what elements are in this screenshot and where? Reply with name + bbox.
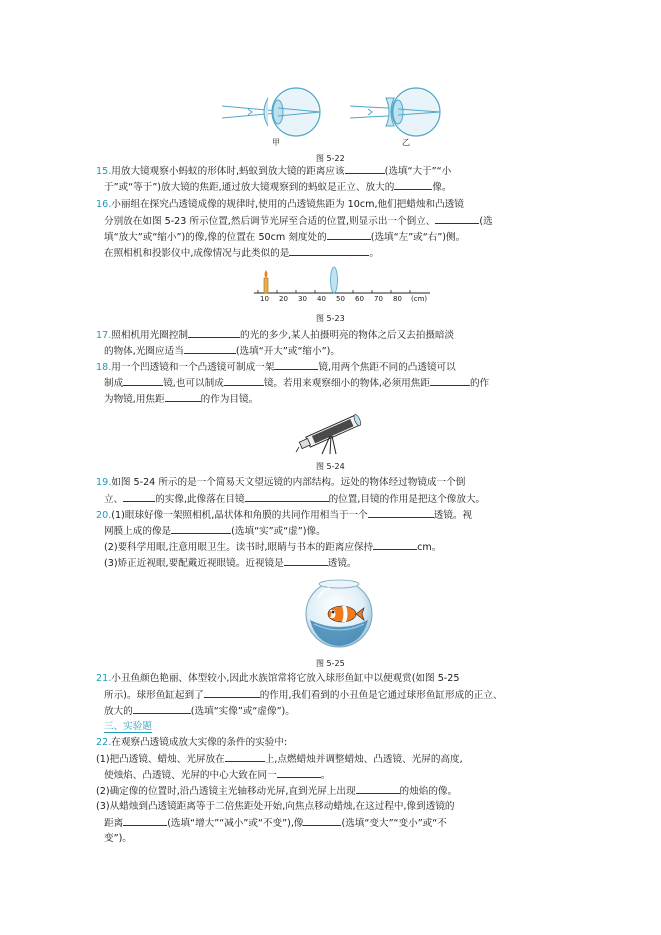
- question-17-line-1: 17.照相机用光圈控制 的光的多少,某人拍摄明亮的物体之后又去拍摄暗淡: [96, 330, 455, 341]
- question-19-line-1: 19.如图 5-24 所示的是一个简易天文望远镜的内部结构。远处的物体经过物镜成一个倒: [96, 477, 466, 488]
- convex-lens: [331, 267, 338, 293]
- answer-blank[interactable]: [303, 816, 341, 826]
- question-19-line-2: 立、 的实像,此像落在目镜 的位置,目镜的作用是把这个像放大。: [104, 494, 486, 505]
- answer-blank[interactable]: [356, 784, 400, 794]
- figure-5-24-telescope: [292, 408, 372, 456]
- question-16-line-2: 分别放在如图 5-23 所示位置,然后调节光屏至合适的位置,则显示出一个倒立、 (选: [104, 216, 493, 227]
- figure-caption-5-24: 图 5-24: [316, 462, 345, 471]
- question-number: 21.: [96, 673, 112, 684]
- answer-blank[interactable]: [245, 492, 329, 502]
- tick-label: 10: [260, 295, 269, 303]
- tick-label: 40: [317, 295, 326, 303]
- question-17-line-2: 的物体,光圈应适当 (选填“开大”或“缩小”)。: [104, 346, 340, 357]
- answer-blank[interactable]: [133, 704, 191, 714]
- question-22-line-2: (1)把凸透镜、蜡烛、光屏放在 上,点燃蜡烛并调整蜡烛、凸透镜、光屏的高度,: [96, 754, 463, 765]
- figure-5-25-fish-bowl: [302, 574, 376, 648]
- tick-label: 20: [279, 295, 288, 303]
- question-22-line-5: (3)从蜡烛到凸透镜距离等于二倍焦距处开始,向焦点移动蜡烛,在这过程中,像到透镜的: [96, 801, 455, 812]
- question-21-line-3: 放大的 (选填“实像”或“虚像”)。: [104, 706, 295, 717]
- tick-label: 60: [355, 295, 364, 303]
- eye-diagram-a: [222, 88, 320, 136]
- question-22-line-7: 变”)。: [104, 833, 132, 844]
- question-16-line-4: 在照相机和投影仪中,成像情况与此类似的是 。: [104, 248, 379, 259]
- question-20-line-2: 网膜上成的像是 (选填“实”或“虚”)像。: [104, 526, 326, 537]
- answer-blank[interactable]: [284, 556, 328, 566]
- answer-blank[interactable]: [277, 768, 321, 778]
- answer-blank[interactable]: [274, 360, 318, 370]
- answer-blank[interactable]: [289, 246, 369, 256]
- answer-blank[interactable]: [345, 164, 385, 174]
- question-22-line-6: 距离 (选填“增大”“减小”或“不变”),像 (选填“变大”“变小”或“不: [104, 818, 447, 829]
- tick-label: 30: [298, 295, 307, 303]
- question-number: 19.: [96, 477, 112, 488]
- question-number: 16.: [96, 199, 112, 210]
- answer-blank[interactable]: [394, 180, 432, 190]
- tick-unit: (cm): [411, 295, 428, 303]
- question-22-line-3: 使烛焰、凸透镜、光屏的中心大致在同一 。: [104, 770, 331, 781]
- figure-label-jia: 甲: [272, 138, 280, 147]
- bench-tick-labels: [0, 295, 661, 307]
- figure-caption-5-22: 图 5-22: [316, 154, 345, 163]
- answer-blank[interactable]: [123, 492, 155, 502]
- question-number: 17.: [96, 330, 112, 341]
- answer-blank[interactable]: [188, 328, 240, 338]
- question-20-line-1: 20.(1)眼球好像一架照相机,晶状体和角膜的共同作用相当于一个 透镜。视: [96, 510, 473, 521]
- tick-label: 70: [374, 295, 383, 303]
- question-21-line-2: 所示)。球形鱼缸起到了 的作用,我们看到的小丑鱼是它通过球形鱼缸形成的正立、: [104, 690, 503, 701]
- answer-blank[interactable]: [204, 688, 260, 698]
- question-number: 15.: [96, 166, 112, 177]
- answer-blank[interactable]: [368, 508, 434, 518]
- question-15-line-1: 15.用放大镜观察小蚂蚁的形体时,蚂蚁到放大镜的距离应该 (选填“大于”“小: [96, 166, 452, 177]
- question-18-line-3: 为物镜,用焦距 的作为目镜。: [104, 394, 259, 405]
- answer-blank[interactable]: [123, 376, 163, 386]
- answer-blank[interactable]: [430, 376, 470, 386]
- answer-blank[interactable]: [123, 816, 167, 826]
- figure-5-22-eyes: [218, 84, 448, 146]
- figure-label-yi: 乙: [402, 138, 410, 147]
- answer-blank[interactable]: [373, 540, 417, 550]
- answer-blank[interactable]: [225, 752, 265, 762]
- answer-blank[interactable]: [224, 376, 264, 386]
- eye-diagram-b: [350, 88, 440, 136]
- question-18-line-2: 制成 镜,也可以制成 镜。若用来观察细小的物体,必须用焦距 的作: [104, 378, 490, 389]
- question-22-line-1: 22.在观察凸透镜成放大实像的条件的实验中:: [96, 737, 288, 748]
- answer-blank[interactable]: [327, 230, 371, 240]
- answer-blank[interactable]: [184, 344, 236, 354]
- question-number: 20.: [96, 510, 112, 521]
- question-20-line-3: (2)要科学用眼,注意用眼卫生。读书时,眼睛与书本的距离应保持 cm。: [104, 542, 442, 553]
- figure-caption-5-25: 图 5-25: [316, 659, 345, 668]
- candle: [264, 270, 268, 293]
- tick-label: 50: [336, 295, 345, 303]
- figure-caption-5-23: 图 5-23: [316, 314, 345, 323]
- answer-blank[interactable]: [435, 214, 479, 224]
- answer-blank[interactable]: [171, 524, 231, 534]
- question-18-line-1: 18.用一个凹透镜和一个凸透镜可制成一架 镜,用两个焦距不同的凸透镜可以: [96, 362, 456, 373]
- question-15-line-2: 于”或“等于”)放大镜的焦距,通过放大镜观察到的蚂蚁是正立、放大的 像。: [104, 182, 452, 193]
- tick-label: 80: [393, 295, 402, 303]
- question-number: 18.: [96, 362, 112, 373]
- question-16-line-3: 填“放大”或“缩小”)的像,像的位置在 50cm 刻度处的 (选填“左”或“右”)侧。: [104, 232, 466, 243]
- answer-blank[interactable]: [165, 392, 201, 402]
- question-16-line-1: 16.小丽组在探究凸透镜成像的规律时,使用的凸透镜焦距为 10cm,他们把蜡烛和凸透镜: [96, 199, 464, 210]
- question-22-line-4: (2)确定像的位置时,沿凸透镜主光轴移动光屏,直到光屏上出现 的烛焰的像。: [96, 786, 458, 797]
- question-21-line-1: 21.小丑鱼颜色艳丽、体型较小,因此水族馆常将它放入球形鱼缸中以便观赏(如图 5-25: [96, 673, 460, 684]
- question-20-line-4: (3)矫正近视眼,要配戴近视眼镜。近视镜是 透镜。: [104, 558, 357, 569]
- section-title-experiment: 三、实验题: [104, 721, 152, 732]
- question-number: 22.: [96, 737, 112, 748]
